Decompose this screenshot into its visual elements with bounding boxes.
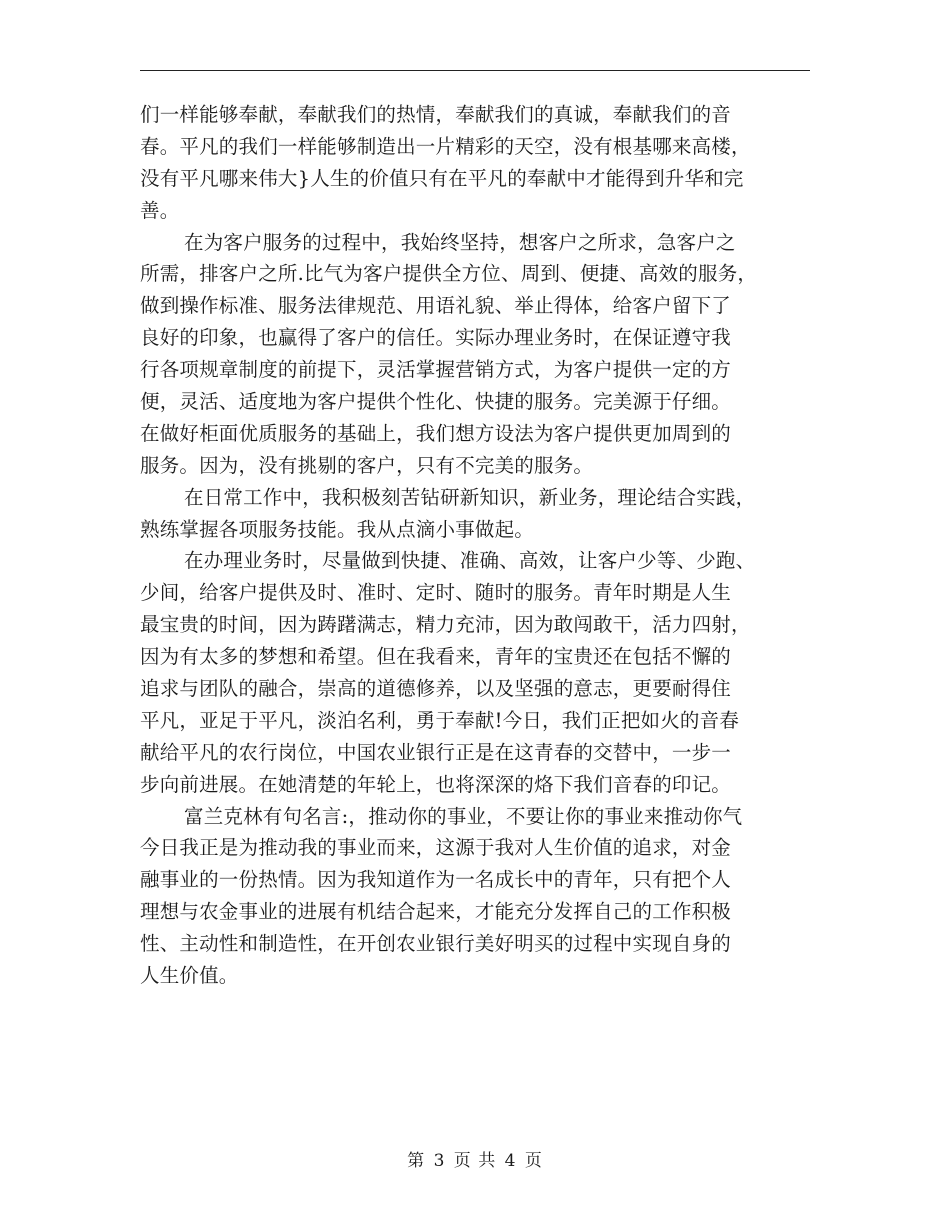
text-line: 在为客户服务的过程中，我始终坚持，想客户之所求，急客户之 xyxy=(184,230,736,254)
text-line: 最宝贵的时间，因为踌躇满志，精力充沛，因为敢闯敢干，活力四射， xyxy=(140,613,751,637)
text-line: 在办理业务时，尽量做到快捷、准确、高效，让客户少等、少跑、 xyxy=(184,549,756,573)
text-line: 熟练掌握各项服务技能。我从点滴小事做起。 xyxy=(140,517,535,541)
text-line: 平凡，亚足于平凡，淡泊名利，勇于奉献!今日，我们正把如火的音春 xyxy=(140,708,740,732)
text-line: 今日我正是为推动我的事业而来，这源于我对人生价值的追求，对金 xyxy=(140,836,732,860)
footer-total-pages: 4 xyxy=(504,1151,517,1171)
body-text xyxy=(140,99,814,992)
text-line: 因为有太多的梦想和希望。但在我看来，青年的宝贵还在包括不懈的 xyxy=(140,645,732,669)
text-line: 便，灵活、适度地为客户提供个性化、快捷的服务。完美源于仔细。 xyxy=(140,390,732,414)
footer-suffix: 页 xyxy=(524,1151,543,1171)
text-line: 所需，排客户之所.比气为客户提供全方位、周到、便捷、高效的服务， xyxy=(140,262,758,286)
text-line: 献给平凡的农行岗位，中国农业银行正是在这青春的交替中，一步一 xyxy=(140,740,732,764)
text-line: 良好的印象，也赢得了客户的信任。实际办理业务时，在保证遵守我 xyxy=(140,326,732,350)
text-line: 融事业的一份热情。因为我知道作为一名成长中的青年，只有把个人 xyxy=(140,868,732,892)
footer-current-page: 3 xyxy=(433,1151,446,1171)
footer-prefix: 第 xyxy=(407,1151,426,1171)
text-line: 做到操作标准、服务法律规范、用语礼貌、举止得体，给客户留下了 xyxy=(140,294,732,318)
text-line: 追求与团队的融合，崇高的道德修养，以及坚强的意志，更要耐得住 xyxy=(140,677,732,701)
text-line: 在做好柜面优质服务的基础上，我们想方设法为客户提供更加周到的 xyxy=(140,421,732,445)
text-line: 没有平凡哪来伟大}人生的价值只有在平凡的奉献中才能得到升华和完 xyxy=(140,166,744,190)
text-line: 理想与农金事业的进展有机结合起来，才能充分发挥自己的工作积极 xyxy=(140,900,732,924)
text-line: 步向前进展。在她清楚的年轮上，也将深深的烙下我们音春的印记。 xyxy=(140,772,732,796)
text-line: 善。 xyxy=(140,198,180,222)
text-line: 服务。因为，没有挑剔的客户，只有不完美的服务。 xyxy=(140,453,594,477)
text-line: 们一样能够奉献，奉献我们的热情，奉献我们的真诚，奉献我们的音 xyxy=(140,103,732,126)
text-line: 富兰克林有句名言:，推动你的事业，不要让你的事业来推动你气 xyxy=(184,804,743,828)
text-line: 在日常工作中，我积极刻苦钻研新知识，新业务，理论结合实践， xyxy=(184,485,756,509)
text-line: 行各项规章制度的前提下，灵活掌握营销方式，为客户提供一定的方 xyxy=(140,358,732,382)
text-line: 性、主动性和制造性，在开创农业银行美好明买的过程中实现自身的 xyxy=(140,932,732,956)
text-line: 人生价值。 xyxy=(140,964,239,988)
text-line: 少间，给客户提供及时、准时、定时、随时的服务。青年时期是人生 xyxy=(140,581,732,605)
page-footer xyxy=(0,1146,950,1171)
header-rule xyxy=(140,70,810,71)
text-line: 春。平凡的我们一样能够制造出一片精彩的天空，没有根基哪来高楼， xyxy=(140,134,751,158)
footer-middle: 页 共 xyxy=(453,1151,497,1171)
